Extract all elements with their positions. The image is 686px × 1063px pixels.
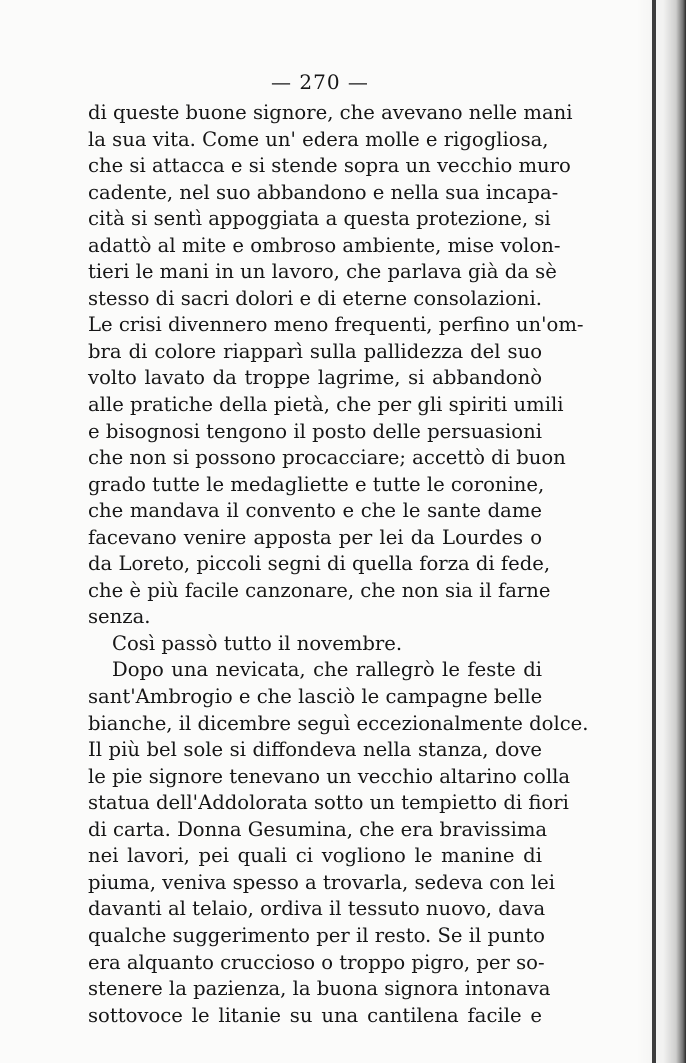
text-line: Così passò tutto il novembre. bbox=[112, 631, 403, 655]
text-line: qualche suggerimento per il resto. Se il punto bbox=[88, 923, 545, 947]
text-line: cadente, nel suo abbandono e nella sua incapa- bbox=[88, 180, 559, 204]
page-number: — 270 — bbox=[271, 70, 369, 94]
text-line: di carta. Donna Gesumina, che era bravissima bbox=[88, 817, 548, 841]
text-line: da Loreto, piccoli segni di quella forza di fede, bbox=[88, 552, 551, 576]
text-line: le pie signore tenevano un vecchio altarino colla bbox=[88, 764, 571, 788]
text-line: era alquanto cruccioso o troppo pigro, per so- bbox=[88, 950, 545, 974]
text-line: Le crisi divennero meno frequenti, perfino un'om- bbox=[88, 313, 584, 337]
text-line: senza. bbox=[88, 605, 151, 629]
text-line: che si attacca e si stende sopra un vecchio muro bbox=[88, 154, 571, 178]
text-line: cità si sentì appoggiata a questa protezione, si bbox=[88, 207, 551, 231]
text-line: stesso di sacri dolori e di eterne consolazioni. bbox=[88, 286, 542, 310]
text-line: facevano venire apposta per lei da Lourdes o bbox=[88, 525, 542, 549]
text-line: stenere la pazienza, la buona signora intonava bbox=[88, 977, 551, 1001]
text-line: davanti al telaio, ordiva il tessuto nuovo, dava bbox=[88, 897, 546, 921]
text-line: tieri le mani in un lavoro, che parlava già da sè bbox=[88, 260, 557, 284]
text-line: statua dell'Addolorata sotto un tempietto di fiori bbox=[88, 791, 569, 815]
text-line: la sua vita. Come un' edera molle e rigogliosa, bbox=[88, 127, 549, 151]
text-line: che mandava il convento e che le sante dame bbox=[88, 499, 542, 523]
text-line: bianche, il dicembre seguì eccezionalmente dolce. bbox=[88, 711, 589, 735]
text-line: e bisognosi tengono il posto delle persuasioni bbox=[88, 419, 542, 443]
text-line: piuma, veniva spesso a trovarla, sedeva con lei bbox=[88, 870, 555, 894]
text-line: grado tutte le medagliette e tutte le coronine, bbox=[88, 472, 545, 496]
text-line: alle pratiche della pietà, che per gli spiriti umili bbox=[88, 393, 564, 417]
text-line: che è più facile canzonare, che non sia il farne bbox=[88, 578, 551, 602]
text-line: volto lavato da troppe lagrime, si abbandonò bbox=[88, 366, 542, 390]
text-line: Dopo una nevicata, che rallegrò le feste di bbox=[112, 658, 542, 682]
text-line: adattò al mite e ombroso ambiente, mise volon- bbox=[88, 233, 561, 257]
text-line: che non si possono procacciare; accettò di buon bbox=[88, 446, 566, 470]
text-line: bra di colore riapparì sulla pallidezza del suo bbox=[88, 339, 542, 363]
page-edge-shadow bbox=[636, 0, 686, 1063]
page-edge-line bbox=[652, 0, 656, 1063]
body-text bbox=[88, 100, 589, 1029]
text-line: nei lavori, pei quali ci vogliono le manine di bbox=[88, 844, 542, 868]
text-line: Il più bel sole si diffondeva nella stanza, dove bbox=[88, 738, 542, 762]
text-line: di queste buone signore, che avevano nelle mani bbox=[88, 101, 573, 124]
text-line: sottovoce le litanie su una cantilena facile e bbox=[88, 1003, 542, 1027]
text-line: sant'Ambrogio e che lasciò le campagne belle bbox=[88, 685, 543, 709]
